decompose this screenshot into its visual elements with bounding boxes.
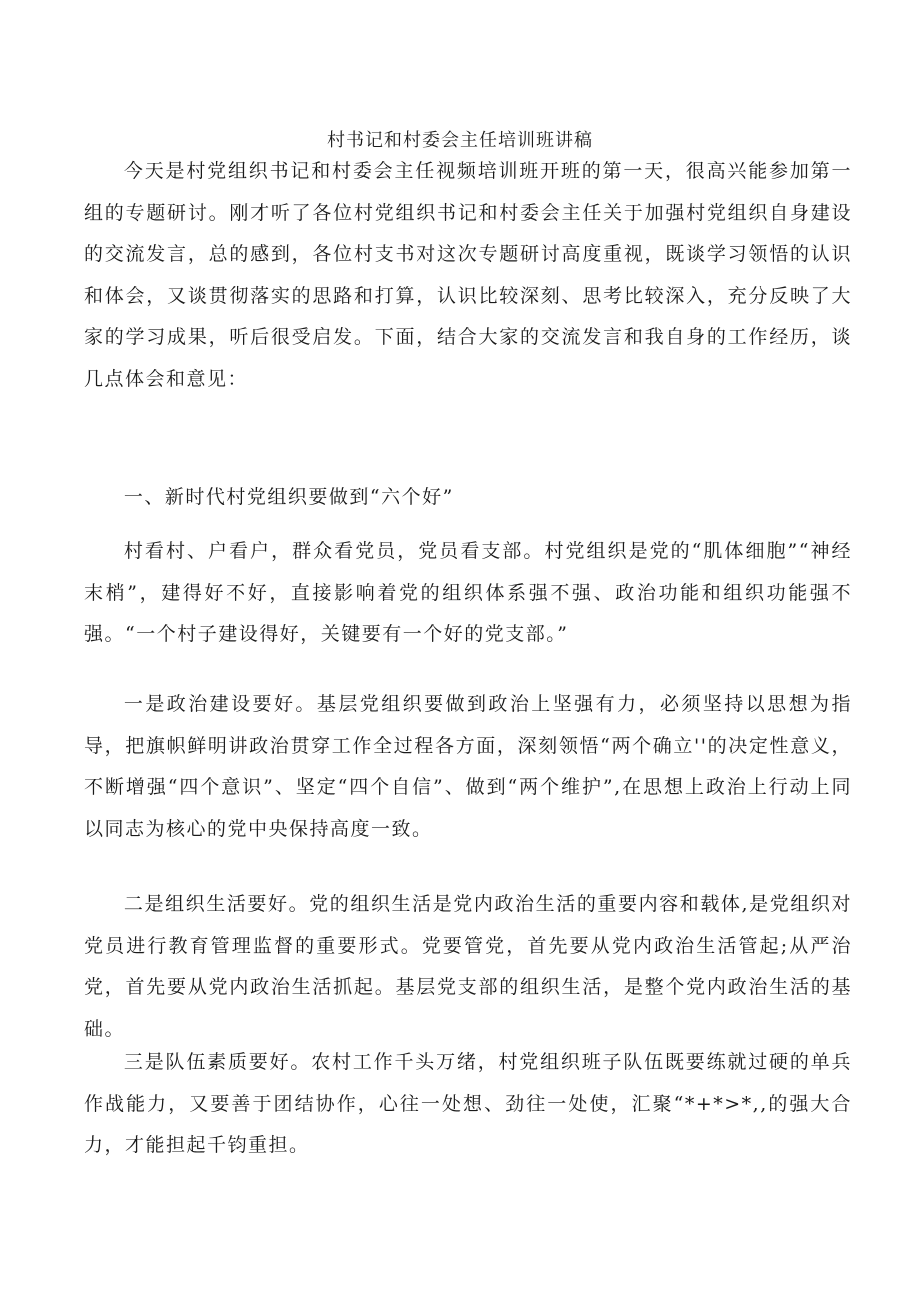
paragraph-intro: 今天是村党组织书记和村委会主任视频培训班开班的第一天，很高兴能参加第一组的专题研讨。刚才听了各位村党组织书记和村委会主任关于加强村党组织自身建设的交流发言，总的感到，各位村支书对这次专题研讨高度重视，既谈学习领悟的认识和体会，又谈贯彻落实的思路和打算，认识比较深刻、思考比较深入，充分反映了大家的学习成果，听后很受启发。下面，结合大家的交流发言和我自身的工作经历，谈几点体会和意见：	[84, 160, 852, 390]
paragraph-village-party: 村看村、户看户，群众看党员，党员看支部。村党组织是党的“肌体细胞”“神经末梢”，建得好不好，直接影响着党的组织体系强不强、政治功能和组织功能强不强。“一个村子建设得好，关键要有一个好的党支部。”	[84, 540, 852, 645]
paragraph-organization-life: 二是组织生活要好。党的组织生活是党内政治生活的重要内容和载体,是党组织对党员进行教育管理监督的重要形式。党要管党，首先要从党内政治生活管起;从严治党，首先要从党内政治生活抓起。基层党支部的组织生活，是整个党内政治生活的基础。	[84, 893, 852, 1040]
paragraph-team-quality: 三是队伍素质要好。农村工作千头万绪，村党组织班子队伍既要练就过硬的单兵作战能力，又要善于团结协作，心往一处想、劲往一处使，汇聚“*+*>*,,的强大合力，才能担起千钧重担。	[84, 1051, 852, 1156]
document-title: 村书记和村委会主任培训班讲稿	[327, 130, 593, 151]
section-heading: 一、新时代村党组织要做到“六个好”	[123, 486, 454, 508]
paragraph-political-building: 一是政治建设要好。基层党组织要做到政治上坚强有力，必须坚持以思想为指导，把旗帜鲜明讲政治贯穿工作全过程各方面，深刻领悟“两个确立''的决定性意义，不断增强“四个意识”、坚定“四个自信”、做到“两个维护”,在思想上政治上行动上同以同志为核心的党中央保持高度一致。	[84, 693, 852, 840]
